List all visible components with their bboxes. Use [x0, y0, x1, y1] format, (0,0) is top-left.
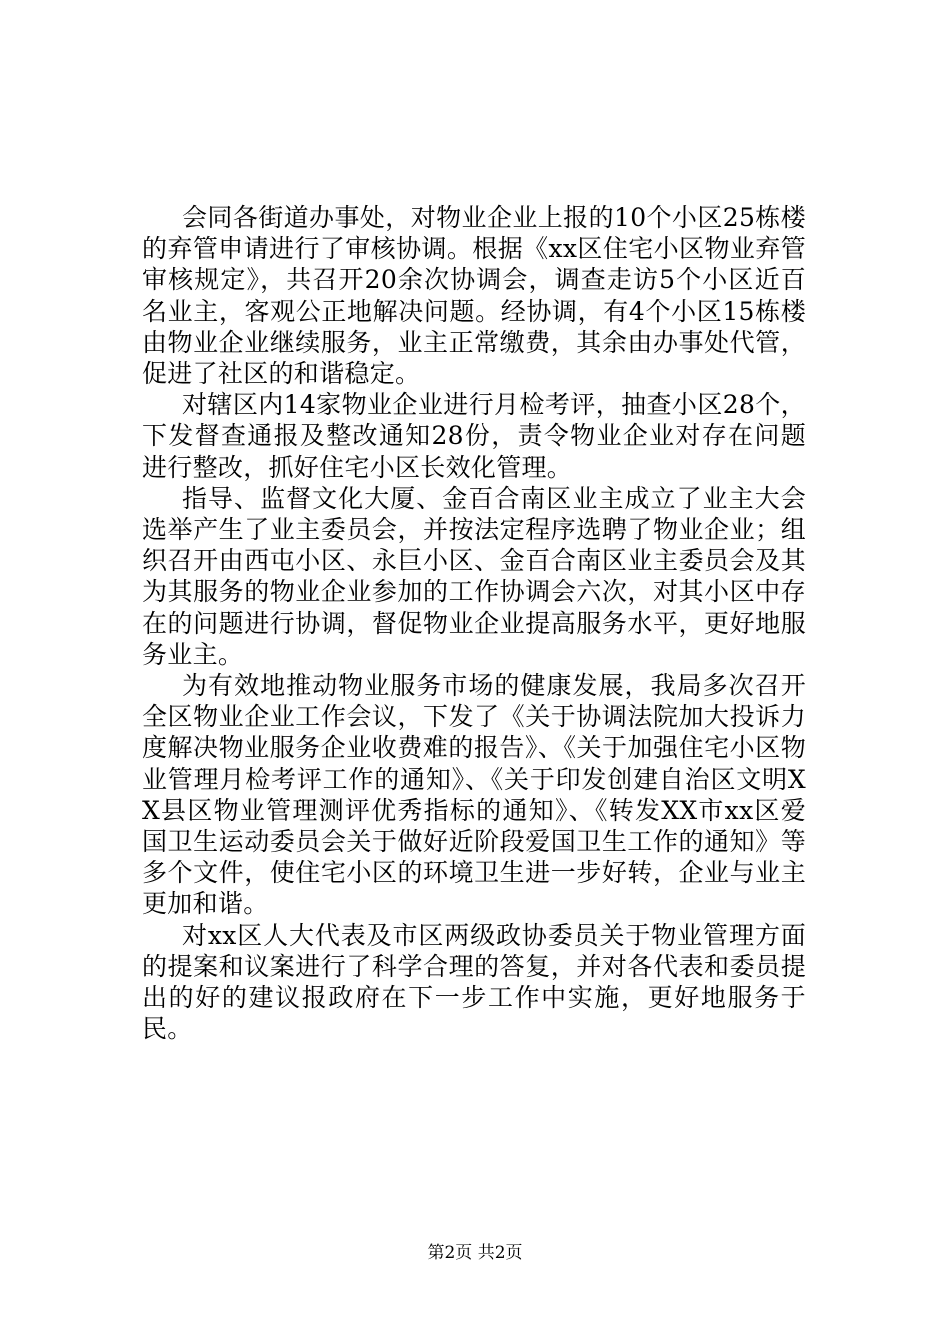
- paragraph-3: 指导、监督文化大厦、金百合南区业主成立了业主大会选举产生了业主委员会，并按法定程序选聘了物业企业；组织召开由西屯小区、永巨小区、金百合南区业主委员会及其为其服务的物业企业参加的工作协调会六次，对其小区中存在的问题进行协调，督促物业企业提高服务水平，更好地服务业主。: [142, 483, 806, 669]
- paragraph-5: 对xx区人大代表及市区两级政协委员关于物业管理方面的提案和议案进行了科学合理的答复，并对各代表和委员提出的好的建议报政府在下一步工作中实施，更好地服务于民。: [142, 920, 806, 1044]
- page-footer: 第2页 共2页: [427, 1243, 523, 1263]
- paragraph-2: 对辖区内14家物业企业进行月检考评，抽查小区28个，下发督查通报及整改通知28份，责令物业企业对存在问题进行整改，抓好住宅小区长效化管理。: [142, 390, 806, 482]
- paragraph-1: 会同各街道办事处，对物业企业上报的10个小区25栋楼的弃管申请进行了审核协调。根据《xx区住宅小区物业弃管审核规定》，共召开20余次协调会，调查走访5个小区近百名业主，客观公正地解决问题。经协调，有4个小区15栋楼由物业企业继续服务，业主正常缴费，其余由办事处代管，促进了社区的和谐稳定。: [142, 203, 806, 389]
- paragraph-4: 为有效地推动物业服务市场的健康发展，我局多次召开全区物业企业工作会议，下发了《关于协调法院加大投诉力度解决物业服务企业收费难的报告》、《关于加强住宅小区物业管理月检考评工作的通知》、《关于印发创建自治区文明XX县区物业管理测评优秀指标的通知》、《转发XX市xx区爱国卫生运动委员会关于做好近阶段爱国卫生工作的通知》等多个文件，使住宅小区的环境卫生进一步好转，企业与业主更加和谐。: [142, 671, 806, 919]
- document-body: [142, 202, 806, 1044]
